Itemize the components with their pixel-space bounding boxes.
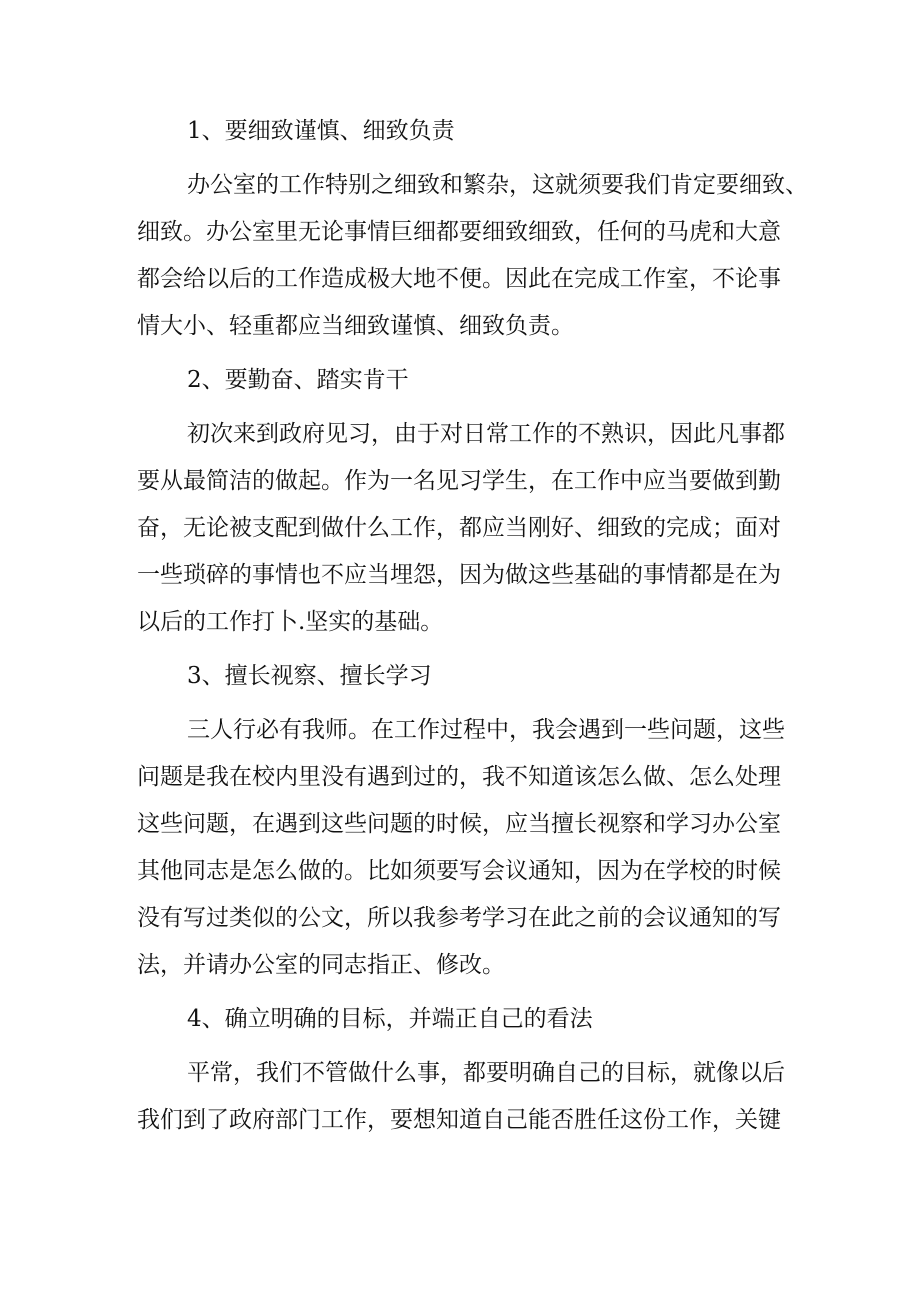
- section-paragraph-2: [137, 411, 785, 646]
- section-paragraph-3: [137, 707, 785, 989]
- section-paragraph-1: [137, 162, 808, 350]
- paragraph-line: 情大小、轻重都应当细致谨慎、细致负责。: [137, 313, 574, 339]
- paragraph-line: 平常，我们不管做什么事，都要明确自己的目标，就像以后: [187, 1060, 785, 1086]
- paragraph-line: 这些问题，在遇到这些问题的时候，应当擅长视察和学习办公室: [137, 811, 781, 837]
- paragraph-line: 三人行必有我师。在工作过程中，我会遇到一些问题，这些: [187, 717, 785, 743]
- section-heading-3: 3、擅长视察、擅长学习: [187, 663, 432, 689]
- section-paragraph-4: [137, 1050, 785, 1144]
- paragraph-line: 法，并请办公室的同志指正、修改。: [137, 952, 505, 978]
- paragraph-line: 要从最简洁的做起。作为一名见习学生，在工作中应当要做到勤: [137, 468, 781, 494]
- paragraph-line: 办公室的工作特别之细致和繁杂，这就须要我们肯定要细致、: [187, 172, 808, 198]
- paragraph-line: 没有写过类似的公文，所以我参考学习在此之前的会议通知的写: [137, 905, 781, 931]
- paragraph-line: 奋，无论被支配到做什么工作，都应当刚好、细致的完成；面对: [137, 515, 781, 541]
- paragraph-line: 一些琐碎的事情也不应当埋怨，因为做这些基础的事情都是在为: [137, 562, 781, 588]
- paragraph-line: 我们到了政府部门工作，要想知道自己能否胜任这份工作，关键: [137, 1107, 781, 1133]
- section-heading-2: 2、要勤奋、踏实肯干: [187, 367, 409, 393]
- section-heading-4: 4、确立明确的目标，并端正自己的看法: [187, 1006, 593, 1032]
- paragraph-line: 问题是我在校内里没有遇到过的，我不知道该怎么做、怎么处理: [137, 764, 781, 790]
- paragraph-line: 细致。办公室里无论事情巨细都要细致细致，任何的马虎和大意: [137, 219, 781, 245]
- document-body: [137, 108, 808, 1151]
- paragraph-line: 初次来到政府见习，由于对日常工作的不熟识，因此凡事都: [187, 421, 785, 447]
- section-heading-1: 1、要细致谨慎、细致负责: [187, 118, 455, 144]
- paragraph-line: 其他同志是怎么做的。比如须要写会议通知，因为在学校的时候: [137, 858, 781, 884]
- paragraph-line: 都会给以后的工作造成极大地不便。因此在完成工作室，不论事: [137, 266, 781, 292]
- paragraph-line: 以后的工作打卜.坚实的基础。: [137, 609, 444, 635]
